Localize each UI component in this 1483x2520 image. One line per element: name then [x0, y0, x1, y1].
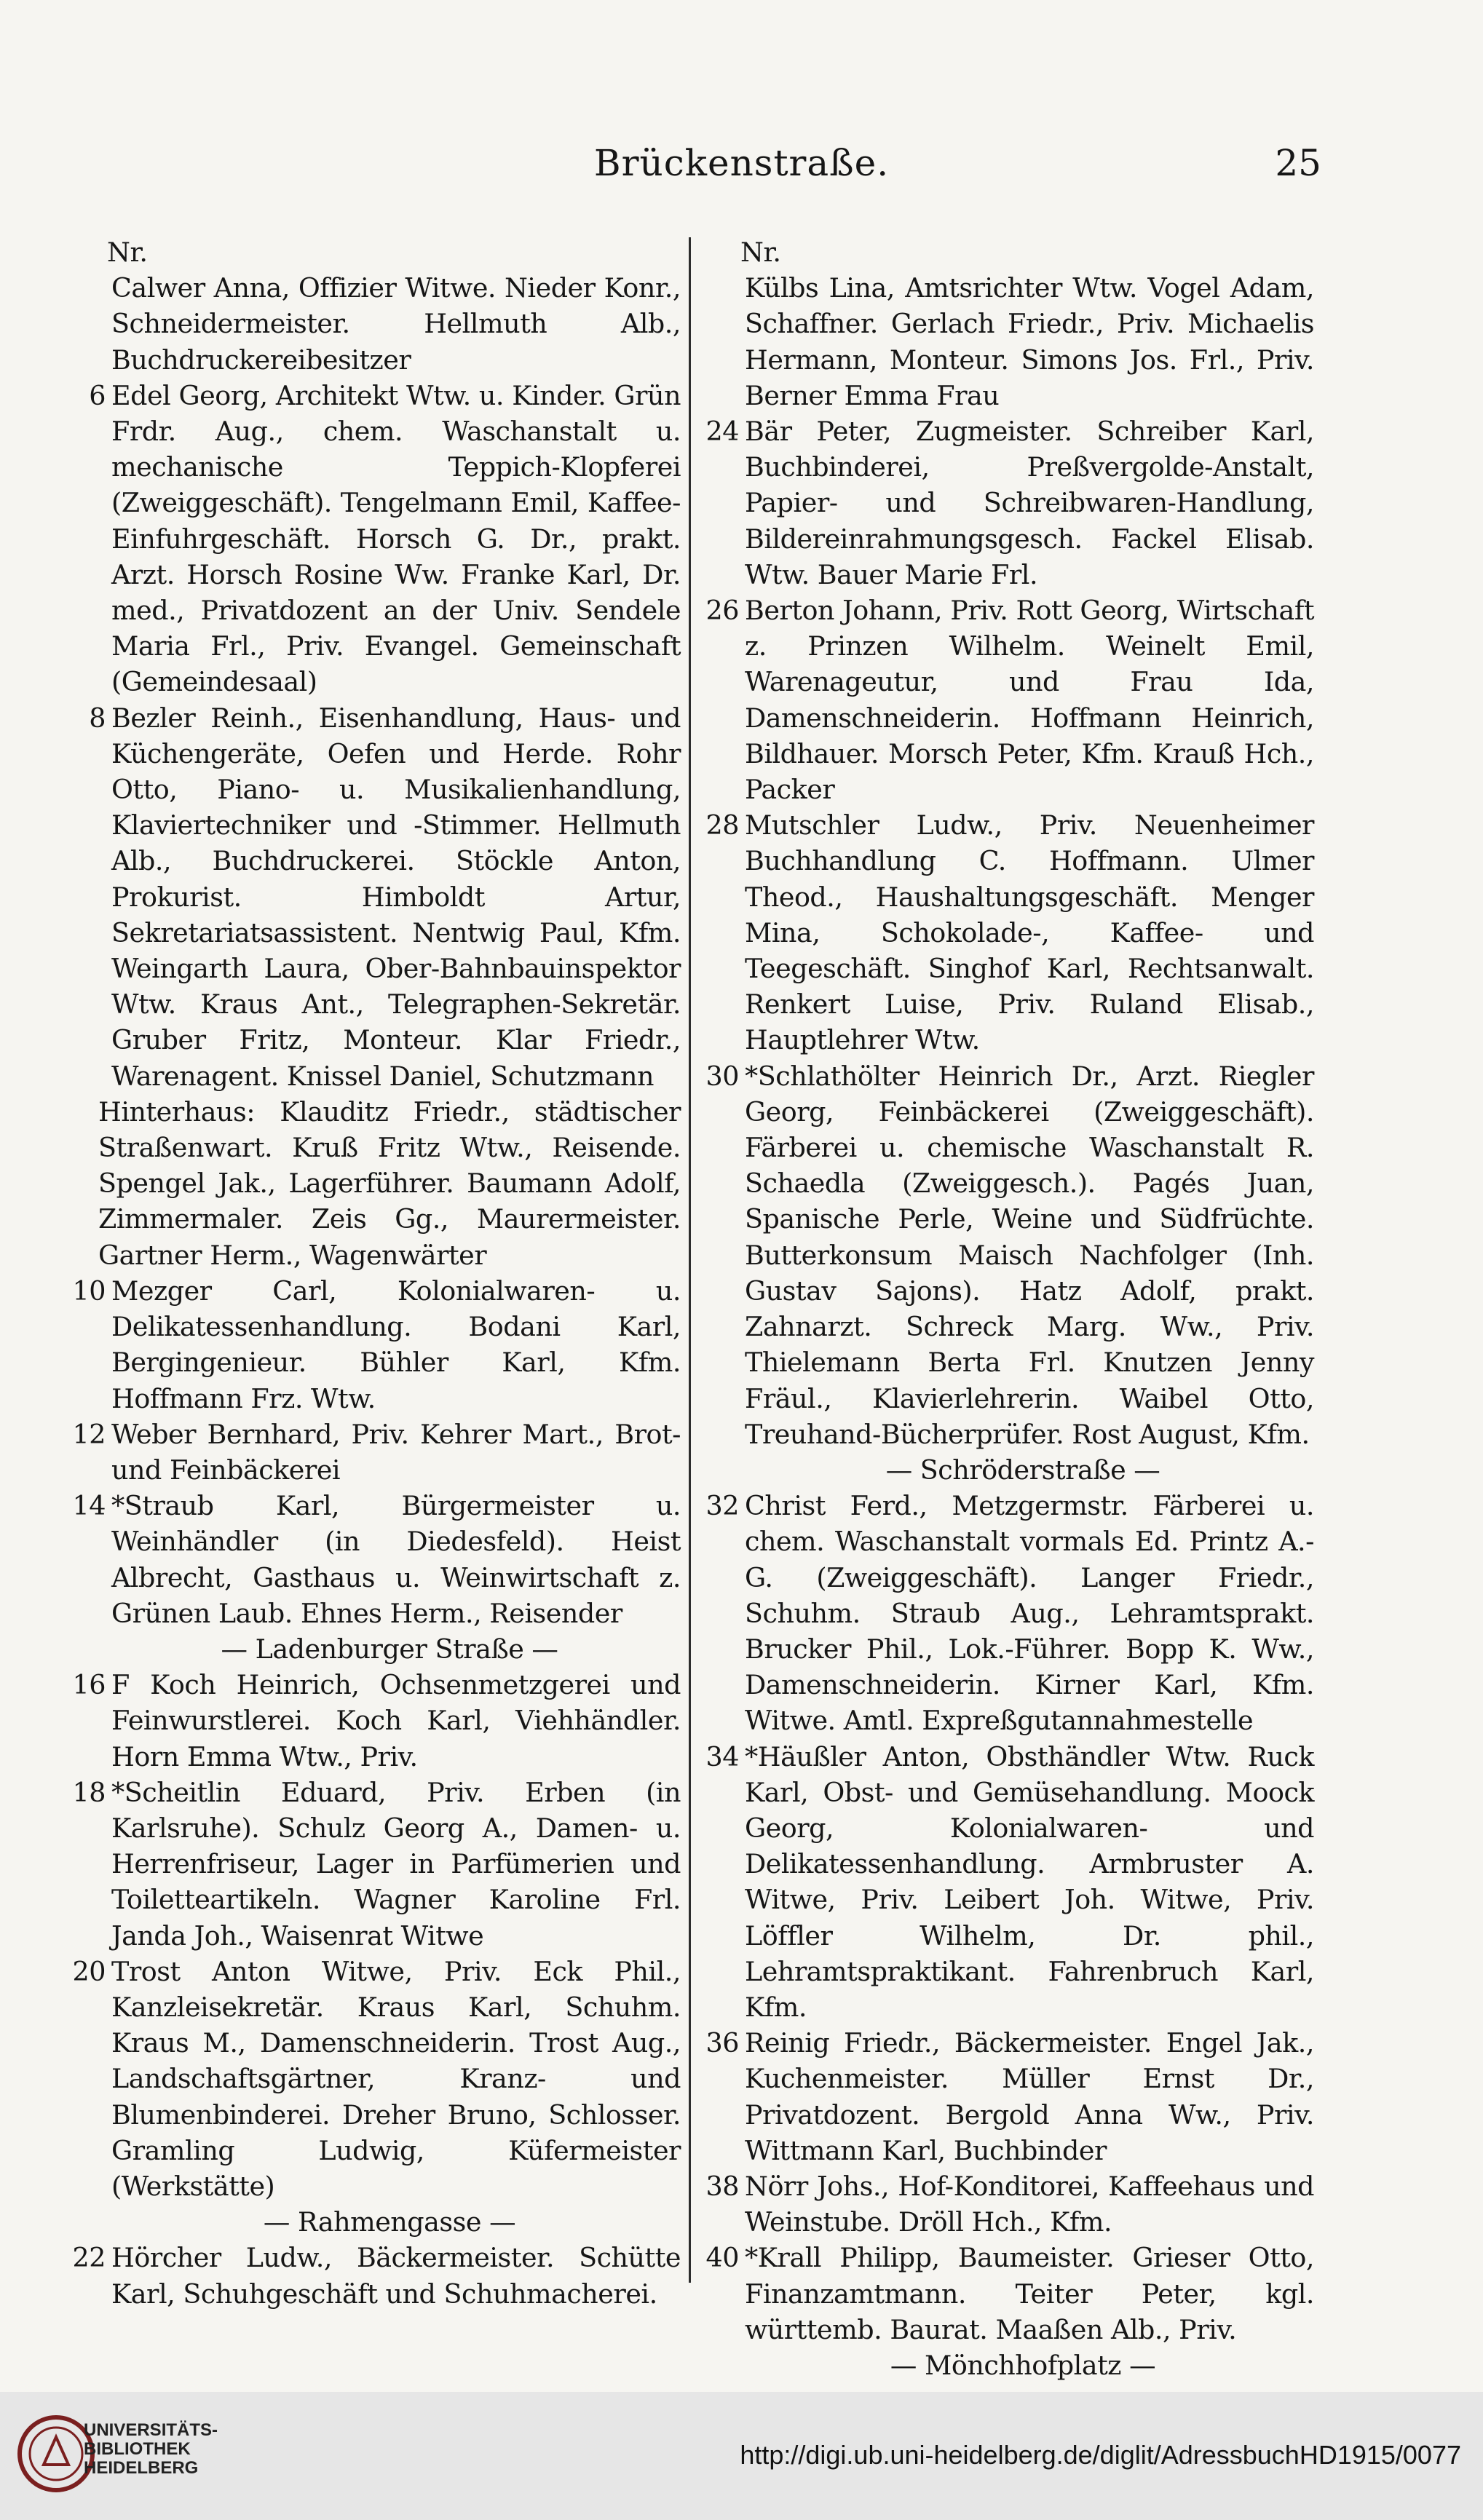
house-number: 38 [705, 2170, 739, 2202]
house-entry [703, 2025, 1314, 2168]
column-number-heading: Nr. [740, 237, 781, 268]
house-entry [69, 700, 681, 1094]
rear-building-entry [69, 1094, 681, 1273]
street-heading: — Rahmengasse — [263, 2206, 516, 2238]
resident-list: *Krall Philipp, Baumeister. Grieser Otto, Finanzamtmann. Teiter Peter, kgl. württemb. Baurat. Maaßen Alb., Priv. [745, 2242, 1314, 2345]
resident-list: *Schlathölter Heinrich Dr., Arzt. Riegler Georg, Feinbäckerei (Zweiggeschäft). Färberei u. chemische Waschanstalt R. Schaedla (Zweiggesch.). Pagés Juan, Spanische Perle, Weine und Südfrüchte. Butterkonsum Maisch Nachfolger (Inh. Gustav Sajons). Hatz Adolf, prakt. Zahnarzt. Schreck Marg. Ww., Priv. Thielemann Berta Frl. Knutzen Jenny Fräul., Klavierlehrerin. Waibel Otto, Treuhand-Bücherprüfer. Rost August, Kfm. [745, 1060, 1314, 1450]
resident-list: Mezger Carl, Kolonialwaren- u. Delikatessenhandlung. Bodani Karl, Bergingenieur. Bühler Karl, Kfm. Hoffmann Frz. Wtw. [111, 1275, 681, 1414]
running-title: Brückenstraße. [593, 142, 890, 184]
column-number-heading: Nr. [107, 237, 148, 268]
left-column [69, 234, 681, 2312]
house-number: 6 [89, 379, 106, 411]
house-entry [69, 1488, 681, 1631]
house-entry [69, 2240, 681, 2311]
house-entry [703, 593, 1314, 807]
house-number: 8 [89, 702, 106, 734]
resident-list: *Scheitlin Eduard, Priv. Erben (in Karlsruhe). Schulz Georg A., Damen- u. Herrenfriseur, Lager in Parfümerien und Toiletteartikeln. Wagner Karoline Frl. Janda Joh., Waisenrat Witwe [111, 1776, 681, 1952]
library-name-line: UNIVERSITÄTS- [84, 2420, 218, 2440]
resident-list: Nörr Johs., Hof-Konditorei, Kaffeehaus und Weinstube. Dröll Hch., Kfm. [745, 2170, 1314, 2238]
house-entry [703, 1058, 1314, 1452]
street-heading: — Schröderstraße — [885, 1454, 1160, 1486]
house-entry [703, 807, 1314, 1058]
house-number: 36 [705, 2027, 739, 2059]
resident-list: Calwer Anna, Offizier Witwe. Nieder Konr., Schneidermeister. Hellmuth Alb., Buchdruckereibesitzer [111, 272, 681, 376]
house-entry [69, 1667, 681, 1775]
house-entry [703, 2168, 1314, 2240]
library-name [84, 2421, 218, 2478]
house-number: 10 [72, 1275, 106, 1307]
resident-list: F Koch Heinrich, Ochsenmetzgerei und Feinwurstlerei. Koch Karl, Viehhändler. Horn Emma Wtw., Priv. [111, 1669, 681, 1772]
resident-list: Reinig Friedr., Bäckermeister. Engel Jak., Kuchenmeister. Müller Ernst Dr., Privatdozent. Bergold Anna Ww., Priv. Wittmann Karl, Buchbinder [745, 2027, 1314, 2166]
house-entry [703, 270, 1314, 413]
house-number: 24 [705, 416, 739, 448]
house-number: 18 [72, 1776, 106, 1808]
house-entry [703, 413, 1314, 593]
library-name-line: HEIDELBERG [84, 2458, 199, 2478]
resident-list: Weber Bernhard, Priv. Kehrer Mart., Brot- und Feinbäckerei [111, 1418, 681, 1486]
page-number: 25 [1275, 142, 1321, 184]
house-entry [703, 1739, 1314, 2026]
resident-list: Hinterhaus: Klauditz Friedr., städtischer Straßenwart. Kruß Fritz Wtw., Reisende. Spengel Jak., Lagerführer. Baumann Adolf, Zimmermaler. Zeis Gg., Maurermeister. Gartner Herm., Wagenwärter [98, 1095, 681, 1271]
resident-list: *Häußler Anton, Obsthändler Wtw. Ruck Karl, Obst- und Gemüsehandlung. Moock Georg, Kolonialwaren- und Delikatessenhandlung. Armbruster A. Witwe, Priv. Leibert Joh. Witwe, Priv. Löffler Wilhelm, Dr. phil., Lehramtspraktikant. Fahrenbruch Karl, Kfm. [745, 1740, 1314, 2023]
house-number: 32 [705, 1490, 739, 1522]
house-number: 20 [72, 1955, 106, 1987]
house-number: 26 [705, 595, 739, 627]
house-entry [69, 1775, 681, 1954]
resident-list: Bär Peter, Zugmeister. Schreiber Karl, Buchbinderei, Preßvergolde-Anstalt, Papier- und Schreibwaren-Handlung, Bildereinrahmungsgesch. Fackel Elisab. Wtw. Bauer Marie Frl. [745, 416, 1314, 590]
house-number: 30 [705, 1060, 739, 1092]
house-entry [703, 1488, 1314, 1738]
house-number: 14 [72, 1490, 106, 1522]
resident-list: Trost Anton Witwe, Priv. Eck Phil., Kanzleisekretär. Kraus Karl, Schuhm. Kraus M., Damenschneiderin. Trost Aug., Landschaftsgärtner, Kranz- und Blumenbinderei. Dreher Bruno, Schlosser. Gramling Ludwig, Küfermeister (Werkstätte) [111, 1955, 681, 2202]
footer-bar [0, 2392, 1483, 2520]
house-entry [69, 270, 681, 378]
house-number: 40 [705, 2242, 739, 2274]
resident-list: Berton Johann, Priv. Rott Georg, Wirtschaft z. Prinzen Wilhelm. Weinelt Emil, Warenageutur, und Frau Ida, Damenschneiderin. Hoffmann Heinrich, Bildhauer. Morsch Peter, Kfm. Krauß Hch., Packer [745, 595, 1314, 806]
source-url[interactable]: http://digi.ub.uni-heidelberg.de/diglit/AdressbuchHD1915/0077 [740, 2440, 1461, 2470]
house-entry [703, 2240, 1314, 2347]
house-number: 22 [72, 2242, 106, 2274]
street-heading: — Mönchhofplatz — [890, 2349, 1156, 2381]
resident-list: *Straub Karl, Bürgermeister u. Weinhändler (in Diedesfeld). Heist Albrecht, Gasthaus u. Weinwirtschaft z. Grünen Laub. Ehnes Herm., Reisender [111, 1490, 681, 1629]
resident-list: Christ Ferd., Metzgermstr. Färberei u. chem. Waschanstalt vormals Ed. Printz A.-G. (Zweiggeschäft). Langer Friedr., Schuhm. Straub Aug., Lehramtsprakt. Brucker Phil., Lok.-Führer. Bopp K. Ww., Damenschneiderin. Kirner Karl, Kfm. Witwe. Amtl. Expreßgutannahmestelle [745, 1490, 1314, 1737]
house-number: 12 [72, 1418, 106, 1450]
resident-list: Bezler Reinh., Eisenhandlung, Haus- und Küchengeräte, Oefen und Herde. Rohr Otto, Piano- u. Musikalienhandlung, Klaviertechniker und -Stimmer. Hellmuth Alb., Buchdruckerei. Stöckle Anton, Prokurist. Himboldt Artur, Sekretariatsassistent. Nentwig Paul, Kfm. Weingarth Laura, Ober-Bahnbauinspektor Wtw. Kraus Ant., Telegraphen-Sekretär. Gruber Fritz, Monteur. Klar Friedr., Warenagent. Knissel Daniel, Schutzmann [111, 702, 681, 1092]
house-entry [69, 1416, 681, 1488]
house-entry [69, 1273, 681, 1416]
house-entry [69, 378, 681, 700]
street-heading: — Ladenburger Straße — [221, 1633, 558, 1665]
column-divider [689, 237, 691, 2283]
house-number: 16 [72, 1669, 106, 1701]
resident-list: Hörcher Ludw., Bäckermeister. Schütte Karl, Schuhgeschäft und Schuhmacherei. [111, 2242, 681, 2310]
resident-list: Külbs Lina, Amtsrichter Wtw. Vogel Adam, Schaffner. Gerlach Friedr., Priv. Michaelis Hermann, Monteur. Simons Jos. Frl., Priv. Berner Emma Frau [745, 272, 1314, 411]
library-name-line: BIBLIOTHEK [84, 2439, 191, 2459]
house-number: 34 [705, 1740, 739, 1772]
house-entry [69, 1954, 681, 2204]
house-number: 28 [705, 809, 739, 841]
right-column [703, 234, 1314, 2383]
resident-list: Mutschler Ludw., Priv. Neuenheimer Buchhandlung C. Hoffmann. Ulmer Theod., Haushaltungsgeschäft. Menger Mina, Schokolade-, Kaffee- und Teegeschäft. Singhof Karl, Rechtsanwalt. Renkert Luise, Priv. Ruland Elisab., Hauptlehrer Wtw. [745, 809, 1314, 1056]
resident-list: Edel Georg, Architekt Wtw. u. Kinder. Grün Frdr. Aug., chem. Waschanstalt u. mechanische Teppich-Klopferei (Zweiggeschäft). Tengelmann Emil, Kaffee-Einfuhrgeschäft. Horsch G. Dr., prakt. Arzt. Horsch Rosine Ww. Franke Karl, Dr. med., Privatdozent an der Univ. Sendele Maria Frl., Priv. Evangel. Gemeinschaft (Gemeindesaal) [111, 379, 681, 698]
page-header [0, 142, 1483, 200]
